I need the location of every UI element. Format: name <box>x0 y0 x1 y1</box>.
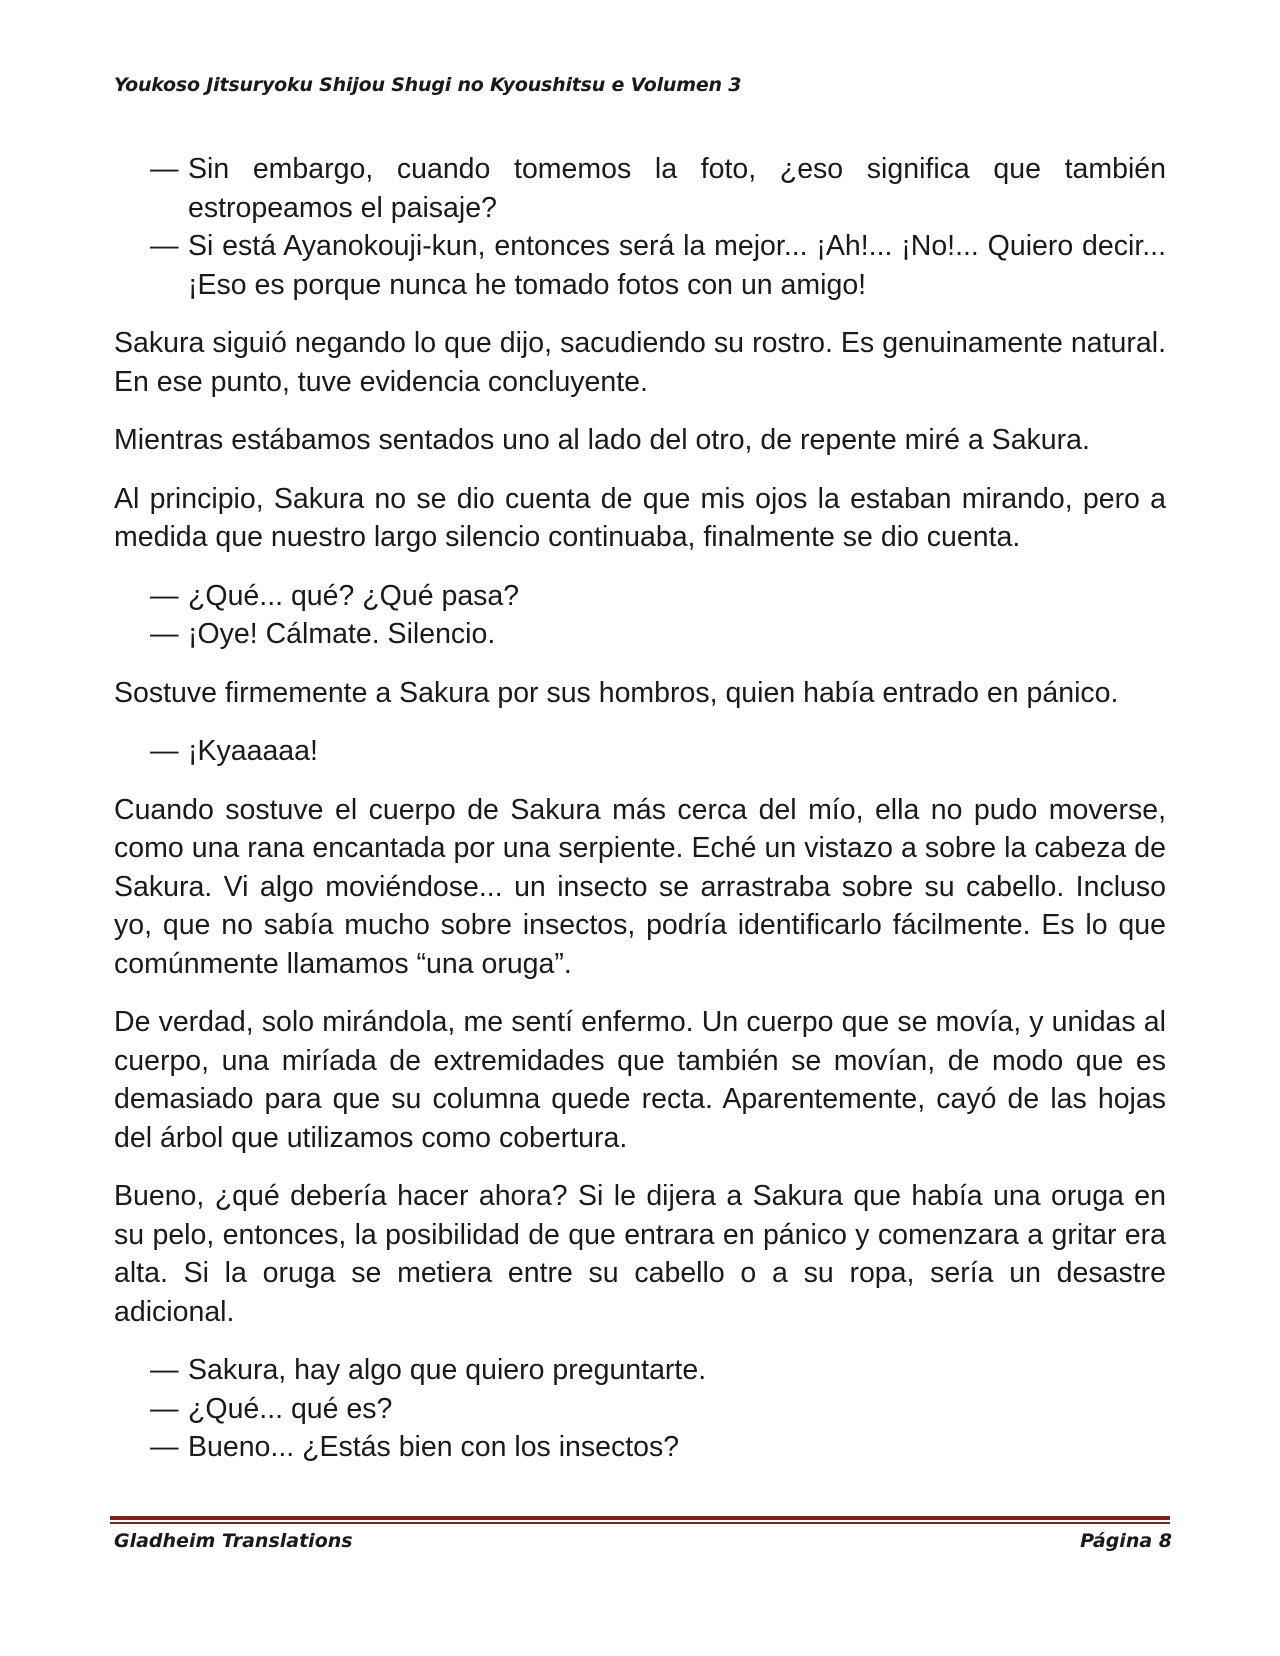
dialog-dash: — <box>150 735 179 767</box>
paragraph-7: Bueno, ¿qué debería hacer ahora? Si le dijera a Sakura que había una oruga en su pelo, entonces, la posibilidad de que entrara en pánico y comenzara a gritar era alta. Si la oruga se metiera entre su cabello o a su ropa, sería un desastre adicional. <box>114 1180 1166 1328</box>
paragraph-1: Sakura siguió negando lo que dijo, sacudiendo su rostro. Es genuinamente natural. En ese punto, tuve evidencia concluyente. <box>114 327 1166 398</box>
dialog-text: ¿Qué... qué es? <box>188 1392 393 1425</box>
paragraph-6: De verdad, solo mirándola, me sentí enfermo. Un cuerpo que se movía, y unidas al cuerpo, una miríada de extremidades que también se movían, de modo que es demasiado para que su columna quede recta. Aparentemente, cayó de las hojas del árbol que utilizamos como cobertura. <box>114 1006 1166 1154</box>
dialog-line <box>114 732 1166 771</box>
dialog-group-2 <box>114 577 1166 654</box>
dialog-text: ¡Kyaaaaa! <box>188 735 318 767</box>
dialog-group-3 <box>114 732 1166 771</box>
dialog-line <box>114 1390 1166 1429</box>
dialog-group-1 <box>114 150 1166 304</box>
dialog-text: Si está Ayanokouji-kun, entonces será la mejor... ¡Ah!... ¡No!... Quiero decir... ¡Eso es porque nunca he tomado fotos con un amigo! <box>188 230 1166 301</box>
dialog-dash: — <box>150 618 179 650</box>
footer-page-number: Página 8 <box>1080 1530 1172 1552</box>
dialog-text: Sin embargo, cuando tomemos la foto, ¿eso significa que también estropeamos el paisaje? <box>188 153 1166 224</box>
dialog-text: Bueno... ¿Estás bien con los insectos? <box>188 1431 680 1463</box>
dialog-line <box>114 150 1166 227</box>
footer-divider-thin <box>110 1522 1170 1524</box>
footer-divider <box>110 1516 1170 1525</box>
dialog-text: Sakura, hay algo que quiero preguntarte. <box>188 1354 707 1386</box>
footer-divider-thick <box>110 1516 1170 1520</box>
page-body <box>114 150 1166 1487</box>
paragraph-5: Cuando sostuve el cuerpo de Sakura más cerca del mío, ella no pudo moverse, como una rana encantada por una serpiente. Eché un vistazo a sobre la cabeza de Sakura. Vi algo moviéndose... un insecto se arrastraba sobre su cabello. Incluso yo, que no sabía mucho sobre insectos, podría identificarlo fácilmente. Es lo que comúnmente llamamos “una oruga”. <box>114 793 1166 980</box>
dialog-line <box>114 1428 1166 1467</box>
dialog-dash: — <box>150 153 179 185</box>
paragraph-2: Mientras estábamos sentados uno al lado del otro, de repente miré a Sakura. <box>114 424 1090 456</box>
dialog-dash: — <box>150 230 179 262</box>
dialog-line <box>114 1351 1166 1390</box>
dialog-line <box>114 227 1166 304</box>
page-header-title: Youkoso Jitsuryoku Shijou Shugi no Kyoushitsu e Volumen 3 <box>114 74 742 96</box>
dialog-line <box>114 577 1166 616</box>
dialog-line <box>114 615 1166 654</box>
dialog-dash: — <box>150 579 179 612</box>
dialog-group-4 <box>114 1351 1166 1467</box>
dialog-dash: — <box>150 1431 179 1463</box>
dialog-dash: — <box>150 1392 179 1425</box>
paragraph-3: Al principio, Sakura no se dio cuenta de que mis ojos la estaban mirando, pero a medida que nuestro largo silencio continuaba, finalmente se dio cuenta. <box>114 482 1166 553</box>
dialog-dash: — <box>150 1354 179 1386</box>
dialog-text: ¡Oye! Cálmate. Silencio. <box>188 618 496 650</box>
footer-translator: Gladheim Translations <box>114 1530 353 1552</box>
paragraph-4: Sostuve firmemente a Sakura por sus hombros, quien había entrado en pánico. <box>114 676 1119 709</box>
dialog-text: ¿Qué... qué? ¿Qué pasa? <box>188 579 520 612</box>
